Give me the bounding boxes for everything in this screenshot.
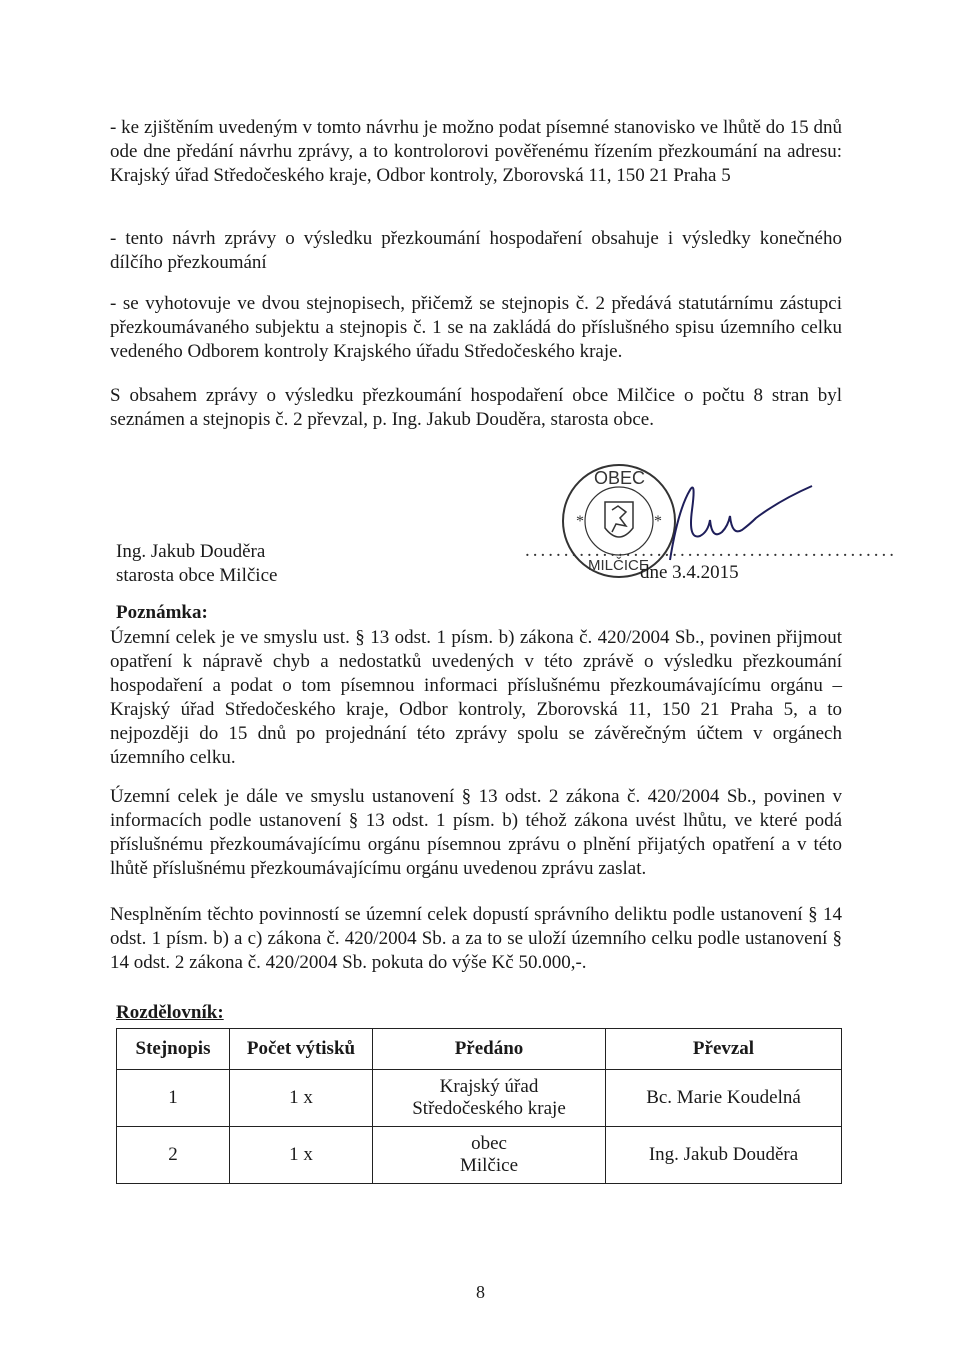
signatory-role: starosta obce Milčice xyxy=(116,565,278,586)
paragraph-comment-deadline xyxy=(110,116,842,188)
note-heading: Poznámka: xyxy=(116,602,208,623)
column-header: Převzal xyxy=(606,1029,842,1070)
stamp-top-text: OBEC xyxy=(594,468,646,488)
cell-line: obec xyxy=(471,1133,507,1154)
table-cell xyxy=(373,1127,606,1184)
signatory-name: Ing. Jakub Douděra xyxy=(116,541,266,562)
table-cell: 1 x xyxy=(230,1070,373,1127)
table-row xyxy=(117,1127,842,1184)
column-header: Stejnopis xyxy=(117,1029,230,1070)
cell-line: Krajský úřad xyxy=(439,1076,539,1097)
paragraph-copies xyxy=(110,292,842,364)
table-cell: Bc. Marie Koudelná xyxy=(606,1070,842,1127)
page-number: 8 xyxy=(476,1282,485,1302)
paragraph-final-review xyxy=(110,227,842,275)
note-paragraph-penalty: Nesplněním těchto povinností se územní celek dopustí správního deliktu podle ustanovení § 14 odst. 1 písm. b) a c) zákona č. 420/2004 Sb. a za to se uloží územního celku podle ustanovení § 14 odst. 2 zákona č. 420/2004 Sb. pokuta do výše Kč 50.000,-. xyxy=(110,904,842,973)
svg-text:*: * xyxy=(576,513,584,530)
distribution-heading: Rozdělovník: xyxy=(116,1002,224,1023)
signature-line: ................................................ xyxy=(525,540,897,561)
table-row xyxy=(117,1070,842,1127)
column-header: Předáno xyxy=(373,1029,606,1070)
note-paragraph-remedy: Územní celek je ve smyslu ust. § 13 odst. 1 písm. b) zákona č. 420/2004 Sb., povinen přijmout opatření k nápravě chyb a nedostatků uvedených v této zprávě o výsledku přezkoumání hospodaření a podat o tom písemnou informaci příslušnému přezkoumávajícímu orgánu – Krajský úřad Středočeského kraje, Odbor kontroly, Zborovská 11, 150 21 Praha 5, a to nejpozději do 15 dnů po projednání této zprávy spolu se závěrečným účtem v orgánech územního celku. xyxy=(110,627,842,768)
paragraph-acknowledgement xyxy=(110,384,842,432)
table-cell: 1 xyxy=(117,1070,230,1127)
handwritten-signature xyxy=(630,470,820,570)
distribution-table xyxy=(116,1028,842,1184)
table-cell: Ing. Jakub Douděra xyxy=(606,1127,842,1184)
table-header-row xyxy=(117,1029,842,1070)
stamp-bottom-text: MILČICE xyxy=(588,557,649,574)
svg-text:*: * xyxy=(654,513,662,530)
table-cell: 1 x xyxy=(230,1127,373,1184)
paragraph-text: S obsahem zprávy o výsledku přezkoumání hospodaření obce Milčice o počtu 8 stran byl seznámen a stejnopis č. 2 převzal, p. Ing. Jakub Douděra, starosta obce. xyxy=(110,385,842,430)
signature-date: dne 3.4.2015 xyxy=(640,562,739,583)
cell-line: Milčice xyxy=(459,1155,519,1176)
table-cell xyxy=(373,1070,606,1127)
paragraph-text: - se vyhotovuje ve dvou stejnopisech, přičemž se stejnopis č. 2 předává statutárnímu zástupci přezkoumávaného subjektu a stejnopis č. 1 se na zakládá do příslušného spisu územního celku vedeného Odborem kontroly Krajského úřadu Středočeského kraje. xyxy=(110,293,842,362)
note-paragraph-report: Územní celek je dále ve smyslu ustanovení § 13 odst. 2 zákona č. 420/2004 Sb., povinen v informacích podle ustanovení § 13 odst. 1 písm. b) téhož zákona uvést lhůtu, ve které podá příslušnému přezkoumávajícímu orgánu písemnou zprávu o plnění přijatých opatření a v této lhůtě příslušnému přezkoumávajícímu orgánu uvedenou zprávu zaslat. xyxy=(110,786,842,879)
cell-line: Středočeského kraje xyxy=(412,1098,566,1119)
table-cell: 2 xyxy=(117,1127,230,1184)
column-header: Počet výtisků xyxy=(230,1029,373,1070)
paragraph-text: - ke zjištěním uvedeným v tomto návrhu je možno podat písemné stanovisko ve lhůtě do 15 dnů ode dne předání návrhu zprávy, a to kontrolorovi pověřenému řízením přezkoumání na adresu: Krajský úřad Středočeského kraje, Odbor kontroly, Zborovská 11, 150 21 Praha 5 xyxy=(110,117,842,186)
signatory-block xyxy=(116,540,277,588)
paragraph-text: - tento návrh zprávy o výsledku přezkoumání hospodaření obsahuje i výsledky konečného dílčího přezkoumání xyxy=(110,228,842,273)
